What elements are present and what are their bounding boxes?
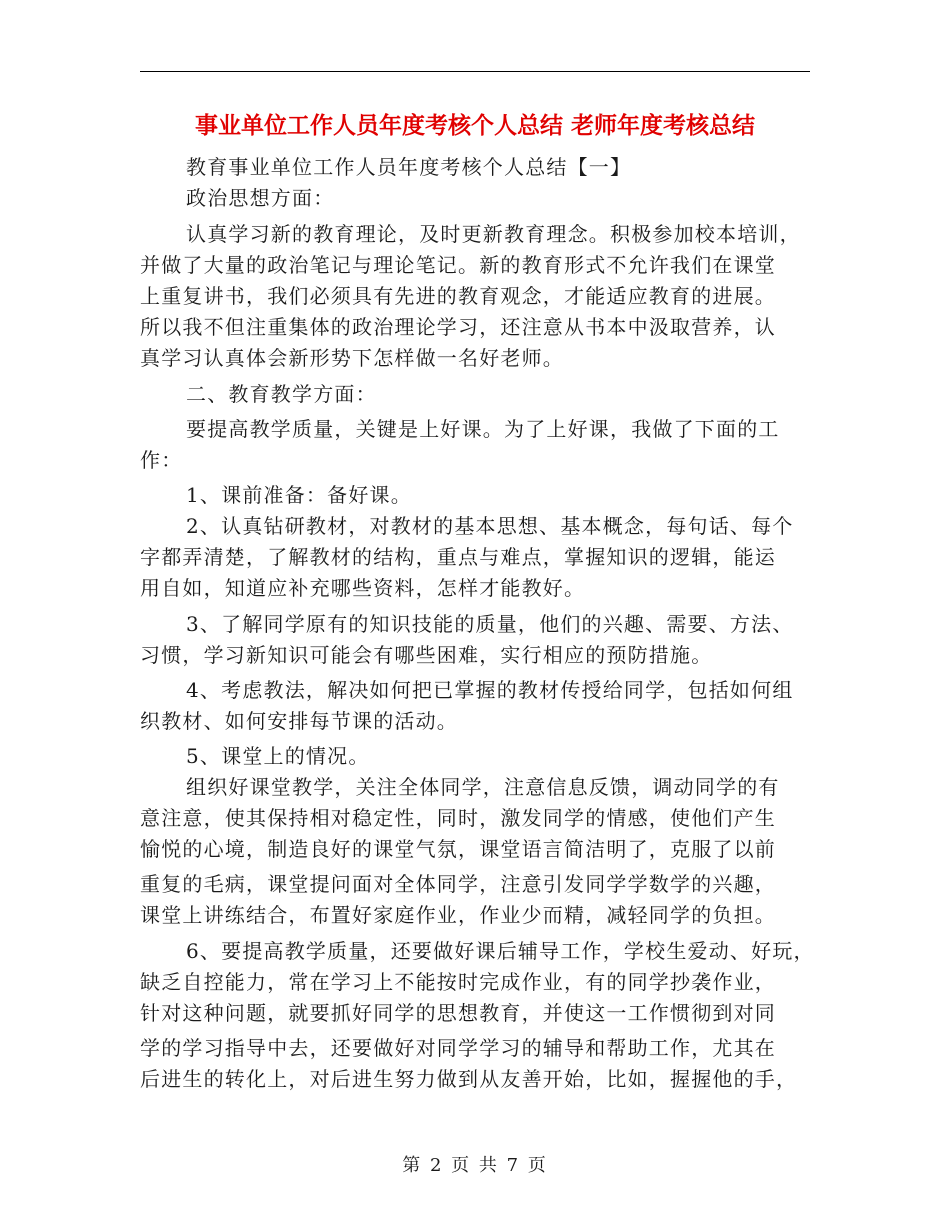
paragraph-line: 后进生的转化上，对后进生努力做到从友善开始，比如，握握他的手， (140, 1067, 798, 1091)
list-item: 5、课堂上的情况。 (186, 744, 370, 768)
subsection-heading: 二、教育教学方面： (186, 382, 377, 406)
paragraph-line: 真学习认真体会新形势下怎样做一名好老师。 (140, 346, 564, 370)
section-heading: 教育事业单位工作人员年度考核个人总结【一】 (186, 155, 632, 179)
paragraph-line: 学的学习指导中去，还要做好对同学学习的辅导和帮助工作，尤其在 (140, 1036, 776, 1060)
paragraph-line: 重复的毛病，课堂提问面对全体同学，注意引发同学学数学的兴趣， (140, 872, 776, 896)
paragraph-line: 字都弄清楚，了解教材的结构，重点与难点，掌握知识的逻辑，能运 (140, 545, 776, 569)
paragraph-line: 意注意，使其保持相对稳定性，同时，激发同学的情感，使他们产生 (140, 806, 776, 830)
document-title: 事业单位工作人员年度考核个人总结 老师年度考核总结 (194, 113, 755, 139)
subsection-heading: 政治思想方面： (186, 186, 335, 210)
paragraph-line: 用自如，知道应补充哪些资料，怎样才能教好。 (140, 576, 586, 600)
list-item: 4、考虑教法，解决如何把已掌握的教材传授给同学，包括如何组 (186, 678, 794, 702)
paragraph-line: 所以我不但注重集体的政治理论学习，还注意从书本中汲取营养，认 (140, 315, 776, 339)
paragraph-line: 组织好课堂教学，关注全体同学，注意信息反馈，调动同学的有 (186, 775, 780, 799)
page-number-footer: 第 2 页 共 7 页 (402, 1155, 548, 1176)
paragraph-line: 课堂上讲练结合，布置好家庭作业，作业少而精，减轻同学的负担。 (140, 903, 776, 927)
list-item: 6、要提高教学质量，还要做好课后辅导工作，学校生爱动、好玩， (186, 939, 815, 963)
list-item: 3、了解同学原有的知识技能的质量，他们的兴趣、需要、方法、 (186, 612, 794, 636)
paragraph-line: 针对这种问题，就要抓好同学的思想教育，并使这一工作惯彻到对同 (140, 1001, 776, 1025)
paragraph-line: 愉悦的心境，制造良好的课堂气氛，课堂语言简洁明了，克服了以前 (140, 837, 776, 861)
paragraph-line: 认真学习新的教育理论，及时更新教育理念。积极参加校本培训， (186, 222, 801, 246)
list-item: 1、课前准备：备好课。 (186, 483, 412, 507)
header-rule (140, 71, 810, 72)
paragraph-line: 织教材、如何安排每节课的活动。 (140, 709, 458, 733)
paragraph-line: 缺乏自控能力，常在学习上不能按时完成作业，有的同学抄袭作业， (140, 970, 776, 994)
paragraph-line: 并做了大量的政治笔记与理论笔记。新的教育形式不允许我们在课堂 (140, 253, 776, 277)
paragraph-line: 习惯，学习新知识可能会有哪些困难，实行相应的预防措施。 (140, 643, 713, 667)
list-item: 2、认真钻研教材，对教材的基本思想、基本概念，每句话、每个 (186, 514, 794, 538)
paragraph-line: 要提高教学质量，关键是上好课。为了上好课，我做了下面的工 (186, 417, 780, 441)
paragraph-line: 作： (140, 448, 183, 472)
paragraph-line: 上重复讲书，我们必须具有先进的教育观念，才能适应教育的进展。 (140, 284, 776, 308)
